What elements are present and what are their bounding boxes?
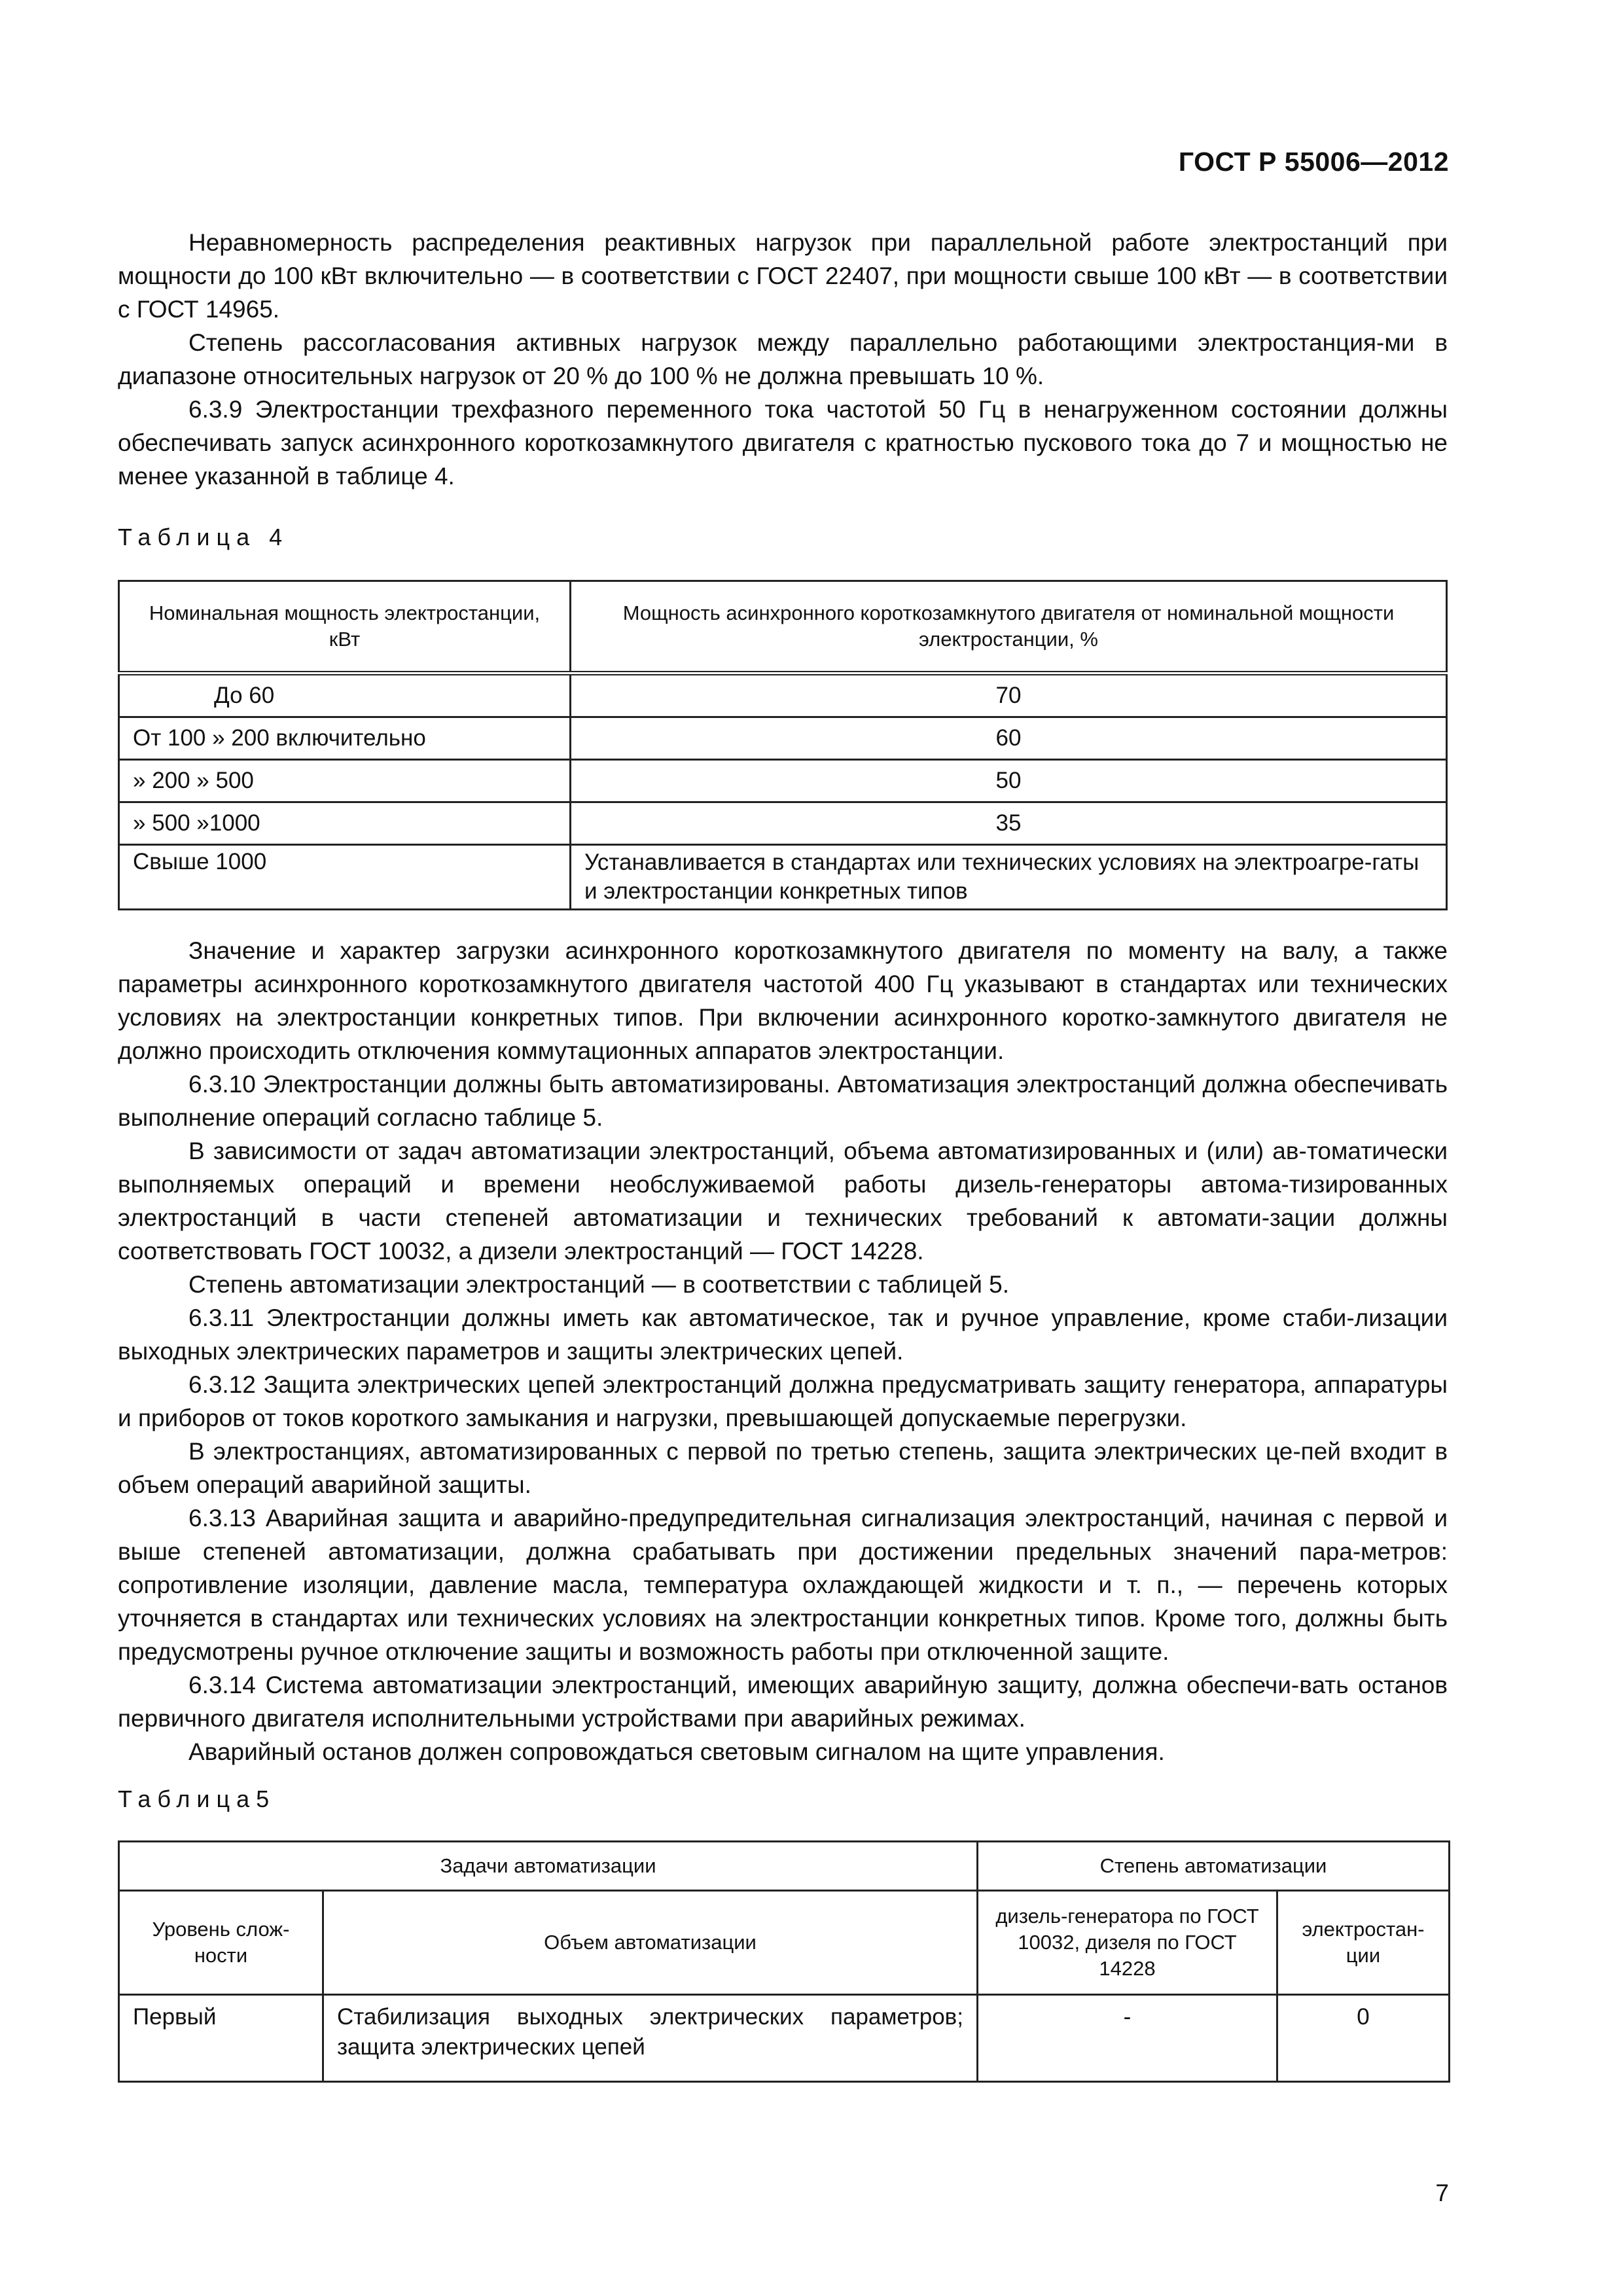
paragraph: 6.3.10 Электростанции должны быть автоматизированы. Автоматизация электростанций должна обеспечивать выполнение операций согласно таблице 5. bbox=[118, 1071, 1448, 1131]
paragraph: В электростанциях, автоматизированных с первой по третью степень, защита электрических це-пей входит в объем операций аварийной защиты. bbox=[118, 1438, 1448, 1498]
table-4 bbox=[118, 580, 1448, 910]
paragraph: 6.3.12 Защита электрических цепей электростанций должна предусматривать защиту генератора, аппаратуры и приборов от токов короткого замыкания и нагрузки, превышающей допускаемые перегрузки. bbox=[118, 1371, 1448, 1431]
table-5-caption: Таблица5 bbox=[118, 1785, 276, 1812]
table-cell: - bbox=[978, 1995, 1277, 2082]
table-header-cell: электростан-ции bbox=[1277, 1891, 1450, 1995]
table-row bbox=[119, 717, 1447, 760]
table-row bbox=[119, 1995, 1450, 2082]
table-row bbox=[119, 845, 1447, 910]
paragraph: Значение и характер загрузки асинхронного короткозамкнутого двигателя по моменту на валу, а также параметры асинхронного короткозамкнутого двигателя частотой 400 Гц указывают в стандартах или технических условиях на электростанции конкретных типов. При включении асинхронного коротко-замкнутого двигателя не должно происходить отключения коммутационных аппаратов электростанции. bbox=[118, 937, 1448, 1064]
paragraph: Степень автоматизации электростанций — в соответствии с таблицей 5. bbox=[188, 1271, 1010, 1298]
paragraph: В зависимости от задач автоматизации электростанций, объема автоматизированных и (или) ав-томатически выполняемых операций и времени необслуживаемой работы дизель-генераторы автома-тизированных электростанций в части степеней автоматизации и технических требований к автомати-зации должны соответствовать ГОСТ 10032, а дизели электростанций — ГОСТ 14228. bbox=[118, 1138, 1448, 1265]
table-cell: 35 bbox=[571, 802, 1447, 845]
table-header-cell: Задачи автоматизации bbox=[119, 1842, 978, 1891]
table-5 bbox=[118, 1840, 1450, 2083]
table-cell: » 500 »1000 bbox=[119, 802, 571, 845]
paragraph: 6.3.14 Система автоматизации электростанций, имеющих аварийную защиту, должна обеспечи-вать останов первичного двигателя исполнительными устройствами при аварийных режимах. bbox=[118, 1672, 1448, 1732]
table-header-cell: дизель-генератора по ГОСТ 10032, дизеля по ГОСТ 14228 bbox=[978, 1891, 1277, 1995]
paragraph: Аварийный останов должен сопровождаться световым сигналом на щите управления. bbox=[188, 1738, 1165, 1765]
text-block-2 bbox=[118, 934, 1448, 1768]
table-cell: 70 bbox=[571, 673, 1447, 717]
document-code: ГОСТ Р 55006—2012 bbox=[1178, 147, 1449, 177]
page-number: 7 bbox=[1435, 2179, 1449, 2206]
table-header-row bbox=[119, 1842, 1450, 1891]
table-cell: Первый bbox=[119, 1995, 323, 2082]
table-header-row bbox=[119, 581, 1447, 673]
paragraph: 6.3.9 Электростанции трехфазного переменного тока частотой 50 Гц в ненагруженном состоянии должны обеспечивать запуск асинхронного короткозамкнутого двигателя с кратностью пускового тока до 7 и мощностью не менее указанной в таблице 4. bbox=[118, 396, 1448, 490]
table-cell: Свыше 1000 bbox=[119, 845, 571, 910]
table-header-cell: Степень автоматизации bbox=[978, 1842, 1450, 1891]
table-cell: 60 bbox=[571, 717, 1447, 760]
table-cell: От 100 » 200 включительно bbox=[119, 717, 571, 760]
table-row bbox=[119, 802, 1447, 845]
table-header-cell: Номинальная мощность электростанции, кВт bbox=[119, 581, 571, 673]
table-cell: 0 bbox=[1277, 1995, 1450, 2082]
table-header-cell: Уровень слож-ности bbox=[119, 1891, 323, 1995]
table-header-cell: Мощность асинхронного короткозамкнутого двигателя от номинальной мощности электростанции, % bbox=[571, 581, 1447, 673]
paragraph: Неравномерность распределения реактивных нагрузок при параллельной работе электростанций при мощности до 100 кВт включительно — в соответствии с ГОСТ 22407, при мощности свыше 100 кВт — в соответствии с ГОСТ 14965. bbox=[118, 229, 1448, 323]
table-header-cell: Объем автоматизации bbox=[323, 1891, 978, 1995]
text-block-1 bbox=[118, 226, 1448, 493]
table-cell: » 200 » 500 bbox=[119, 760, 571, 802]
table-cell: 50 bbox=[571, 760, 1447, 802]
table-4-caption: Таблица 4 bbox=[118, 524, 289, 550]
table-cell: До 60 bbox=[119, 673, 571, 717]
table-row bbox=[119, 673, 1447, 717]
table-header-row bbox=[119, 1891, 1450, 1995]
table-cell: Стабилизация выходных электрических параметров; защита электрических цепей bbox=[323, 1995, 978, 2082]
paragraph: Степень рассогласования активных нагрузок между параллельно работающими электростанция-ми в диапазоне относительных нагрузок от 20 % до 100 % не должна превышать 10 %. bbox=[118, 329, 1448, 389]
paragraph: 6.3.13 Аварийная защита и аварийно-предупредительная сигнализация электростанций, начиная с первой и выше степеней автоматизации, должна срабатывать при достижении предельных значений пара-метров: сопротивление изоляции, давление масла, температура охлаждающей жидкости и т. п., — перечень которых уточняется в стандартах или технических условиях на электростанции конкретных типов. Кроме того, должны быть предусмотрены ручное отключение защиты и возможность работы при отключенной защите. bbox=[118, 1505, 1448, 1665]
table-cell: Устанавливается в стандартах или технических условиях на электроагре-гаты и электростанции конкретных типов bbox=[571, 845, 1447, 910]
paragraph: 6.3.11 Электростанции должны иметь как автоматическое, так и ручное управление, кроме стаби-лизации выходных электрических параметров и защиты электрических цепей. bbox=[118, 1304, 1448, 1365]
table-row bbox=[119, 760, 1447, 802]
